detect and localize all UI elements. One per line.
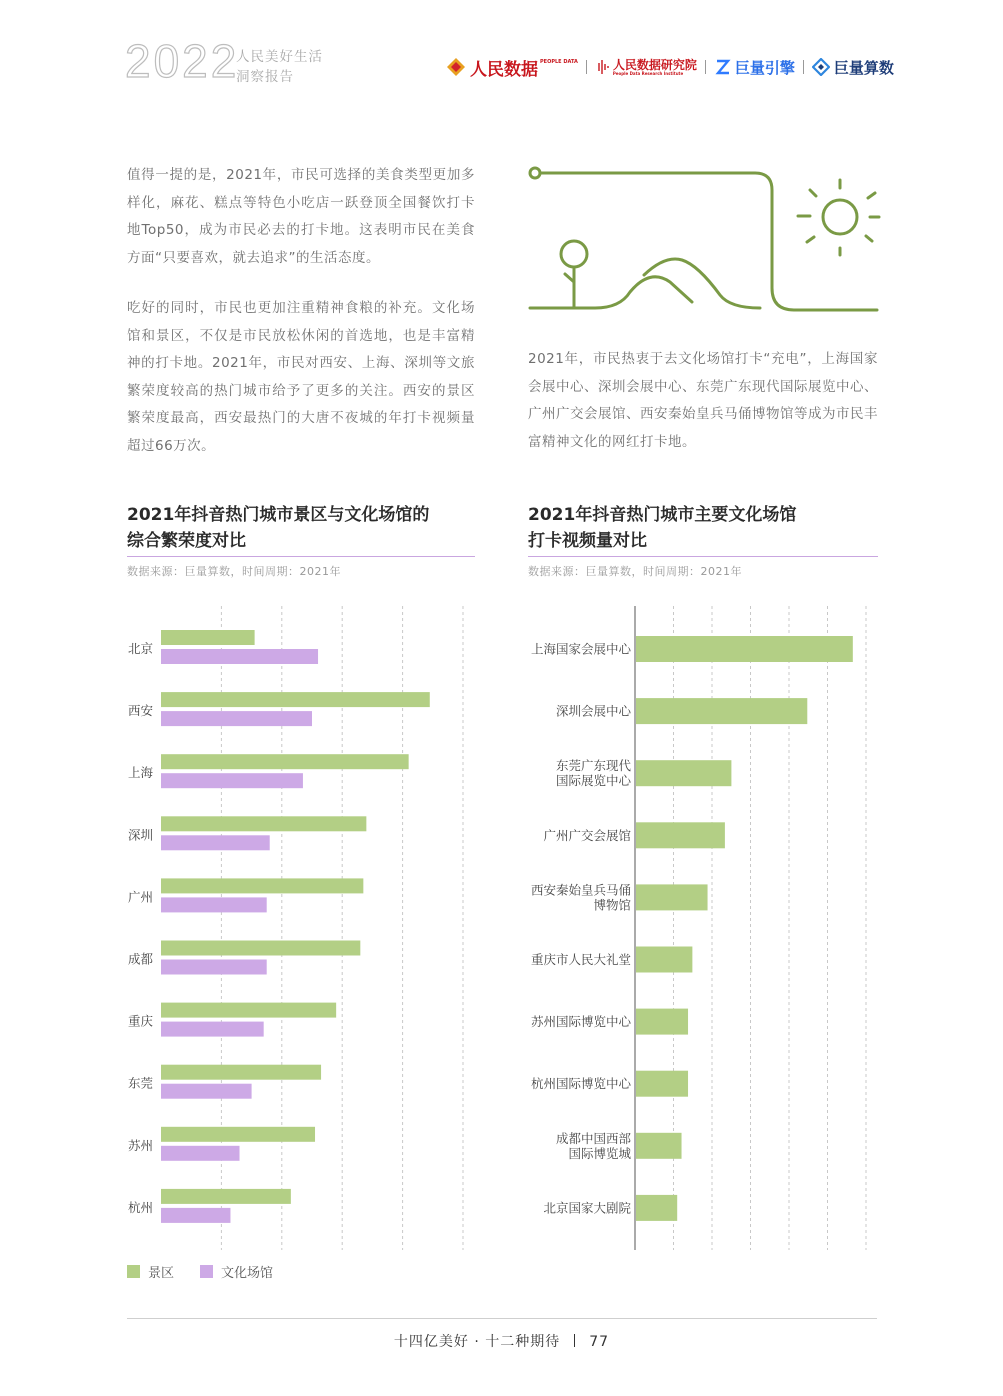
ocean-arithmetic-logo bbox=[812, 57, 894, 78]
chart2-bar bbox=[636, 636, 853, 662]
subtitle-line-1: 人民美好生活 bbox=[236, 49, 323, 65]
chart1-header bbox=[127, 502, 475, 579]
paragraph-food: 值得一提的是，2021年，市民可选择的美食类型更加多样化，麻花、糕点等特色小吃店一跃登顶全国餐饮打卡地Top50，成为市民必去的打卡地。这表明市民在美食方面“只要喜欢，就去追求”的生活态度。 bbox=[127, 167, 475, 266]
chart1-category-label: 广州 bbox=[127, 889, 153, 905]
chart2-category-label: 广州广交会展馆 bbox=[543, 827, 631, 843]
chart2-category-label: 深圳会展中心 bbox=[555, 703, 631, 719]
footer-rule bbox=[127, 1318, 877, 1319]
ocean-arithmetic-icon bbox=[812, 58, 830, 76]
chart1-bar-scenic bbox=[161, 1065, 321, 1080]
chart1-category-label: 西安 bbox=[127, 703, 153, 719]
chart1-bar-venue bbox=[161, 649, 318, 664]
chart2-category-label: 成都中国西部 bbox=[555, 1130, 631, 1146]
legend-item-scenic bbox=[127, 1262, 174, 1281]
chart2-source: 数据来源：巨量算数，时间周期：2021年 bbox=[528, 565, 742, 578]
footer-title: 十四亿美好 · 十二种期待 bbox=[393, 1334, 561, 1350]
ocean-engine-name: 巨量引擎 bbox=[734, 58, 795, 77]
chart2-bar bbox=[636, 884, 708, 910]
chart2-bar bbox=[636, 1133, 682, 1159]
chart1-bar-scenic bbox=[161, 754, 409, 769]
people-data-emblem-icon bbox=[446, 57, 466, 77]
ocean-engine-logo bbox=[714, 57, 795, 78]
chart2-category-label: 博物馆 bbox=[593, 897, 631, 913]
sun-icon bbox=[798, 180, 879, 255]
chart1-bar-venue bbox=[161, 835, 270, 850]
road-path bbox=[540, 173, 877, 310]
people-data-research-name: 人民数据研究院 bbox=[612, 57, 697, 72]
legend-label-venue: 文化场馆 bbox=[221, 1266, 274, 1281]
chart1-category-label: 上海 bbox=[127, 765, 153, 781]
people-data-research-logo bbox=[595, 59, 697, 76]
chart1-bar-venue bbox=[161, 1084, 252, 1099]
report-subtitle bbox=[236, 47, 323, 87]
chart1-category-label: 重庆 bbox=[127, 1013, 153, 1029]
hills-icon bbox=[530, 259, 760, 308]
chart2-category-label: 西安秦始皇兵马俑 bbox=[530, 882, 631, 898]
chart1-bar-scenic bbox=[161, 816, 366, 831]
chart1-bar-venue bbox=[161, 1146, 240, 1161]
chart1-title-line2: 综合繁荣度对比 bbox=[127, 531, 246, 551]
page-footer bbox=[0, 1331, 1003, 1351]
chart2-category-label: 重庆市人民大礼堂 bbox=[530, 952, 631, 967]
chart1-bar-venue bbox=[161, 897, 267, 912]
chart1-title-line1: 2021年抖音热门城市景区与文化场馆的 bbox=[127, 505, 430, 525]
chart1-source: 数据来源：巨量算数，时间周期：2021年 bbox=[127, 565, 341, 578]
chart2-category-label: 国际博览城 bbox=[568, 1145, 631, 1161]
chart2-category-label: 上海国家会展中心 bbox=[530, 641, 631, 657]
chart2-bar bbox=[636, 1009, 688, 1035]
landscape-illustration bbox=[520, 160, 885, 320]
chart2-category-label: 杭州国际博览中心 bbox=[530, 1076, 631, 1092]
chart1-bar-scenic bbox=[161, 630, 255, 645]
chart1-legend bbox=[127, 1262, 299, 1281]
chart2-bar bbox=[636, 1195, 677, 1221]
chart1-category-label: 成都 bbox=[127, 951, 153, 967]
tree-trunk-icon bbox=[565, 267, 574, 307]
chart1-bar-scenic bbox=[161, 692, 430, 707]
chart1-bar-venue bbox=[161, 773, 303, 788]
chart2-category-label: 北京国家大剧院 bbox=[543, 1200, 631, 1216]
chart1-bar-scenic bbox=[161, 878, 363, 893]
chart1-bar-venue bbox=[161, 960, 267, 975]
legend-swatch-purple bbox=[200, 1265, 213, 1278]
logo-divider bbox=[705, 60, 706, 74]
logo-divider bbox=[803, 60, 804, 74]
tree-crown-icon bbox=[561, 241, 587, 267]
chart2-header bbox=[528, 502, 878, 579]
chart1-category-label: 杭州 bbox=[127, 1199, 153, 1215]
legend-item-venue bbox=[200, 1262, 273, 1281]
chart1-city-prosperity bbox=[120, 600, 480, 1255]
chart1-bar-venue bbox=[161, 711, 312, 726]
subtitle-line-2: 洞察报告 bbox=[236, 69, 294, 85]
page-number: 77 bbox=[589, 1334, 610, 1350]
chart1-title-rule bbox=[127, 556, 475, 557]
chart1-bar-venue bbox=[161, 1022, 264, 1037]
chart1-category-label: 北京 bbox=[127, 641, 153, 656]
chart1-category-label: 苏州 bbox=[127, 1137, 153, 1153]
legend-swatch-green bbox=[127, 1265, 140, 1278]
chart1-bar-venue bbox=[161, 1208, 230, 1223]
footer-divider bbox=[574, 1334, 575, 1347]
ocean-arithmetic-name: 巨量算数 bbox=[833, 58, 894, 77]
paragraph-venues: 2021年，市民热衷于去文化场馆打卡“充电”，上海国家会展中心、深圳会展中心、东莞广东现代国际展览中心、广州广交会展馆、西安秦始皇兵马俑博物馆等成为市民丰富精神文化的网红打卡地。 bbox=[528, 351, 878, 450]
chart1-bar-scenic bbox=[161, 1189, 291, 1204]
legend-label-scenic: 景区 bbox=[148, 1266, 175, 1281]
ocean-engine-icon bbox=[714, 58, 732, 76]
people-data-research-tag: People Data Research Institute bbox=[612, 70, 684, 76]
people-data-logo bbox=[446, 55, 578, 80]
paragraph-culture: 吃好的同时，市民也更加注重精神食粮的补充。文化场馆和景区，不仅是市民放松休闲的首选地，也是丰富精神的打卡地。2021年，市民对西安、上海、深圳等文旅繁荣度较高的热门城市给予了更多的关注。西安的景区繁荣度最高，西安最热门的大唐不夜城的年打卡视频量超过66万次。 bbox=[127, 300, 475, 454]
chart1-bar-scenic bbox=[161, 941, 360, 956]
chart1-category-label: 东莞 bbox=[127, 1075, 153, 1091]
chart2-bar bbox=[636, 1071, 688, 1097]
chart2-bar bbox=[636, 760, 731, 786]
chart2-title-line1: 2021年抖音热门城市主要文化场馆 bbox=[528, 505, 797, 525]
chart2-title-line2: 打卡视频量对比 bbox=[528, 531, 647, 551]
sound-wave-icon bbox=[595, 59, 609, 75]
chart2-category-label: 苏州国际博览中心 bbox=[530, 1014, 631, 1030]
logo-divider bbox=[586, 60, 587, 74]
chart2-category-label: 国际展览中心 bbox=[555, 773, 631, 789]
report-year: 2022 bbox=[125, 35, 240, 87]
people-data-tag: PEOPLE DATA bbox=[540, 58, 578, 65]
chart1-category-label: 深圳 bbox=[127, 827, 153, 843]
chart1-bar-scenic bbox=[161, 1127, 315, 1142]
chart2-venue-checkins bbox=[520, 600, 880, 1255]
partner-logos bbox=[446, 54, 894, 80]
chart2-title-rule bbox=[528, 556, 878, 557]
chart1-bar-scenic bbox=[161, 1003, 336, 1018]
chart2-bar bbox=[636, 822, 725, 848]
chart2-bar bbox=[636, 947, 692, 973]
people-data-name: 人民数据 bbox=[470, 59, 538, 80]
chart2-category-label: 东莞广东现代 bbox=[555, 758, 631, 774]
chart2-bar bbox=[636, 698, 807, 724]
